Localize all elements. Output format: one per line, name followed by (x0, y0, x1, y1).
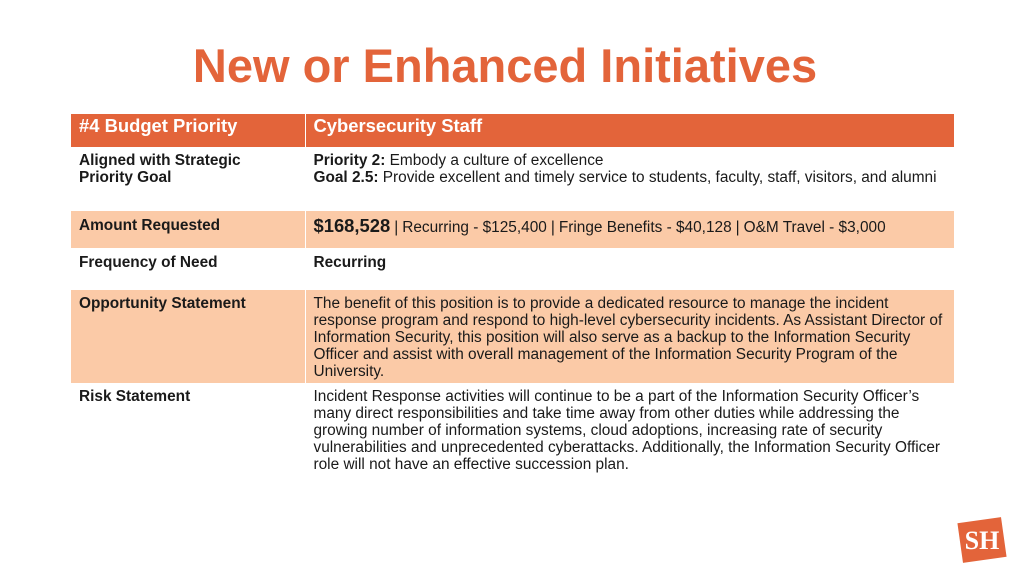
frequency-label: Frequency of Need (71, 248, 305, 290)
table-row-risk (71, 383, 954, 473)
amount-travel: O&M Travel - $3,000 (743, 219, 886, 236)
table-row-frequency (71, 248, 954, 290)
goal-text: Provide excellent and timely service to students, faculty, staff, visitors, and alumni (378, 169, 937, 186)
logo-text: SH (964, 526, 1000, 555)
amount-label: Amount Requested (71, 211, 305, 248)
opportunity-text: The benefit of this position is to provide a dedicated resource to manage the incident response program and respond to high-level cybersecurity incidents. As Assistant Director of Information Security, this position will also serve as a backup to the Information Security Officer and assist with overall management of the Information Security Program of the University. (305, 290, 954, 383)
university-logo-icon (954, 516, 1010, 564)
budget-priority-value: Cybersecurity Staff (305, 114, 954, 147)
goal-line (314, 169, 947, 186)
amount-fringe: Fringe Benefits - $40,128 (558, 219, 732, 236)
risk-text: Incident Response activities will continue to be a part of the Information Security Officer’s many direct responsibilities and take time away from other duties while addressing the growing number of information systems, cloud adoptions, increasing rate of security vulnerabilities and unprecedented cyberattacks. Additionally, the Information Security Officer role will not have an effective succession plan. (305, 383, 954, 473)
table-header-row (71, 114, 954, 147)
amount-value (305, 211, 954, 248)
table-row-aligned (71, 147, 954, 211)
amount-separator: | (394, 219, 399, 236)
initiative-table (71, 114, 954, 473)
priority-label: Priority 2: (313, 152, 386, 169)
goal-label: Goal 2.5: (313, 169, 379, 186)
priority-line (314, 152, 947, 169)
amount-total: $168,528 (313, 215, 391, 236)
amount-recurring: Recurring - $125,400 (402, 219, 547, 236)
budget-priority-label: #4 Budget Priority (71, 114, 305, 147)
frequency-value: Recurring (305, 248, 954, 290)
opportunity-label: Opportunity Statement (71, 290, 305, 383)
priority-text: Embody a culture of excellence (385, 152, 604, 169)
amount-separator: | (735, 219, 740, 236)
page-title: New or Enhanced Initiatives (192, 39, 818, 92)
table-row-opportunity (71, 290, 954, 383)
amount-separator: | (550, 219, 555, 236)
risk-label: Risk Statement (71, 383, 305, 473)
aligned-label: Aligned with Strategic Priority Goal (71, 147, 305, 211)
table-row-amount (71, 211, 954, 248)
aligned-value (305, 147, 954, 211)
